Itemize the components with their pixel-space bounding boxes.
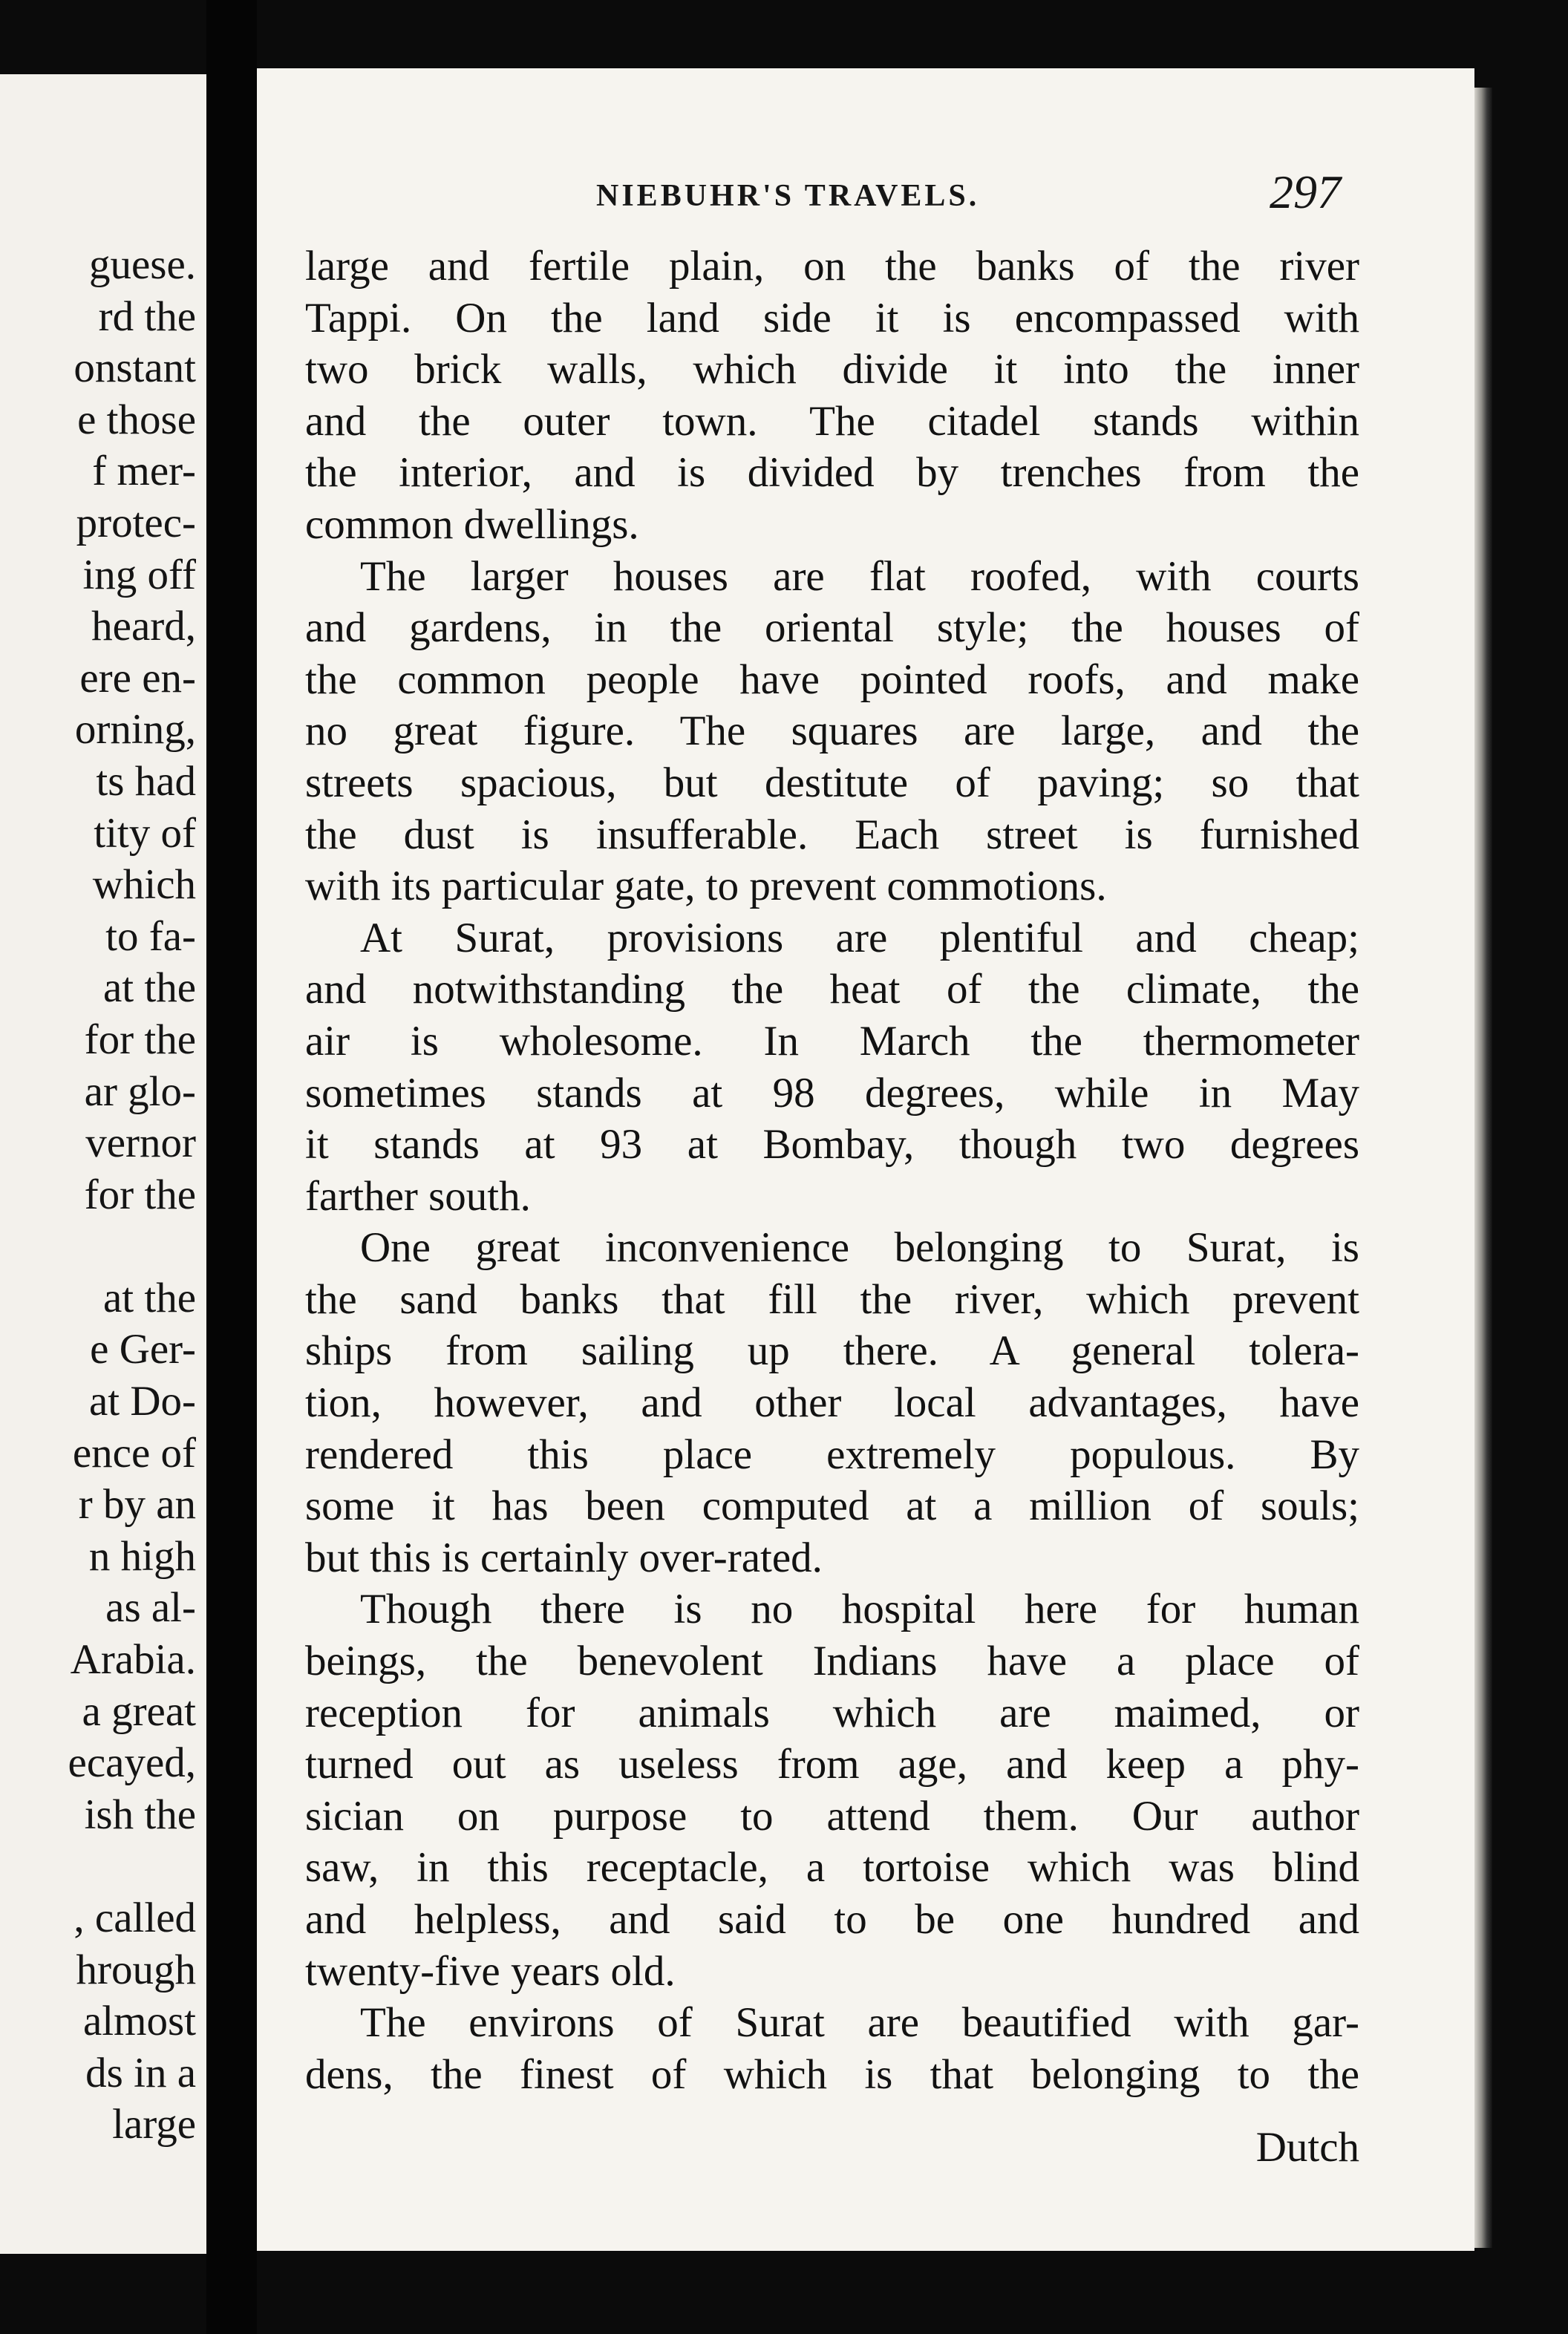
- text-line: it stands at 93 at Bombay, though two degrees: [305, 1121, 1359, 1168]
- facing-line: for the: [84, 1171, 196, 1218]
- facing-line: at the: [102, 964, 196, 1012]
- text-line: but this is certainly over-rated.: [305, 1534, 823, 1581]
- facing-line: n high: [88, 1532, 196, 1580]
- text-line: air is wholesome. In March the thermometer: [305, 1017, 1359, 1065]
- text-line: and gardens, in the oriental style; the houses of: [305, 604, 1359, 652]
- facing-line: hrough: [76, 1946, 196, 1993]
- paragraph-start-line: The environs of Surat are beautified with gar-: [360, 1999, 1359, 2047]
- text-line: the dust is insufferable. Each street is furnished: [305, 811, 1359, 858]
- text-line: dens, the finest of which is that belonging to the: [305, 2050, 1359, 2098]
- text-line: the common people have pointed roofs, and make: [305, 656, 1359, 703]
- facing-line: ar glo-: [84, 1068, 196, 1115]
- facing-line: rd the: [98, 292, 196, 340]
- facing-line: as al-: [105, 1584, 196, 1632]
- text-line: Tappi. On the land side it is encompassed with: [305, 294, 1359, 341]
- text-line: the interior, and is divided by trenches from the: [305, 449, 1359, 497]
- facing-line: almost: [83, 1998, 196, 2045]
- text-line: farther south.: [305, 1172, 531, 1220]
- facing-line: ere en-: [79, 654, 196, 702]
- text-line: and notwithstanding the heat of the climate, the: [305, 966, 1359, 1013]
- paragraph-start-line: Though there is no hospital here for human: [360, 1586, 1359, 1633]
- text-line: beings, the benevolent Indians have a place of: [305, 1638, 1359, 1685]
- facing-line: ing off: [82, 551, 196, 598]
- facing-line: e those: [77, 396, 196, 443]
- facing-line: f mer-: [92, 448, 196, 495]
- facing-line: heard,: [91, 603, 196, 650]
- catchword: Dutch: [1255, 2124, 1359, 2171]
- text-line: no great figure. The squares are large, and the: [305, 707, 1359, 755]
- paragraph-start-line: The larger houses are flat roofed, with courts: [360, 552, 1359, 600]
- text-line: common dwellings.: [305, 500, 639, 548]
- text-line: with its particular gate, to prevent commotions.: [305, 863, 1107, 910]
- text-line: some it has been computed at a million of souls;: [305, 1483, 1359, 1530]
- text-line: sician on purpose to attend them. Our author: [305, 1792, 1359, 1840]
- facing-line: orning,: [74, 706, 196, 754]
- facing-line: which: [92, 861, 196, 909]
- facing-line: ecayed,: [68, 1739, 196, 1787]
- facing-line: vernor: [85, 1119, 196, 1167]
- facing-line: a great: [82, 1687, 196, 1735]
- facing-line: at the: [102, 1274, 196, 1321]
- facing-page-fragment: [0, 74, 206, 2254]
- paragraph-start-line: At Surat, provisions are plentiful and cheap;: [360, 914, 1359, 961]
- text-line: tion, however, and other local advantages, have: [305, 1379, 1359, 1427]
- text-line: rendered this place extremely populous. By: [305, 1431, 1359, 1478]
- facing-line: tity of: [94, 809, 196, 857]
- text-line: streets spacious, but destitute of paving; so that: [305, 759, 1359, 806]
- running-head: NIEBUHR'S TRAVELS.: [596, 179, 980, 213]
- text-line: the sand banks that fill the river, which prevent: [305, 1275, 1359, 1323]
- facing-line: onstant: [74, 344, 196, 392]
- text-line: saw, in this receptacle, a tortoise which was blind: [305, 1844, 1359, 1892]
- facing-line: guese.: [88, 241, 196, 288]
- text-line: two brick walls, which divide it into the inner: [305, 346, 1359, 393]
- body-text: [305, 241, 1359, 2100]
- facing-line: to fa-: [105, 912, 196, 960]
- facing-line: large: [112, 2101, 196, 2148]
- facing-line: [68, 1220, 196, 1272]
- text-line: ships from sailing up there. A general tolera-: [305, 1327, 1359, 1375]
- text-line: sometimes stands at 98 degrees, while in May: [305, 1069, 1359, 1117]
- text-line: twenty-five years old.: [305, 1947, 676, 1995]
- facing-line: ds in a: [85, 2049, 196, 2096]
- book-gutter: [206, 0, 257, 2334]
- facing-line: ence of: [72, 1429, 196, 1477]
- text-line: reception for animals which are maimed, or: [305, 1689, 1359, 1736]
- page-edge: [1474, 88, 1492, 2248]
- facing-line: Arabia.: [70, 1636, 196, 1684]
- text-line: and the outer town. The citadel stands within: [305, 397, 1359, 445]
- facing-line: for the: [84, 1016, 196, 1063]
- facing-line: e Ger-: [90, 1326, 196, 1373]
- text-line: large and fertile plain, on the banks of the river: [305, 243, 1359, 290]
- text-line: and helpless, and said to be one hundred and: [305, 1896, 1359, 1943]
- paragraph-start-line: One great inconvenience belonging to Surat, is: [360, 1224, 1359, 1272]
- facing-page-text: [68, 239, 196, 2151]
- facing-line: protec-: [76, 499, 196, 546]
- text-line: turned out as useless from age, and keep a phy-: [305, 1741, 1359, 1788]
- facing-line: ts had: [96, 757, 196, 805]
- facing-line: ish the: [84, 1791, 196, 1838]
- facing-line: r by an: [78, 1481, 196, 1529]
- facing-line: [68, 1840, 196, 1892]
- page-number: 297: [1270, 166, 1341, 218]
- facing-line: at Do-: [88, 1378, 196, 1425]
- facing-line: , called: [74, 1895, 196, 1941]
